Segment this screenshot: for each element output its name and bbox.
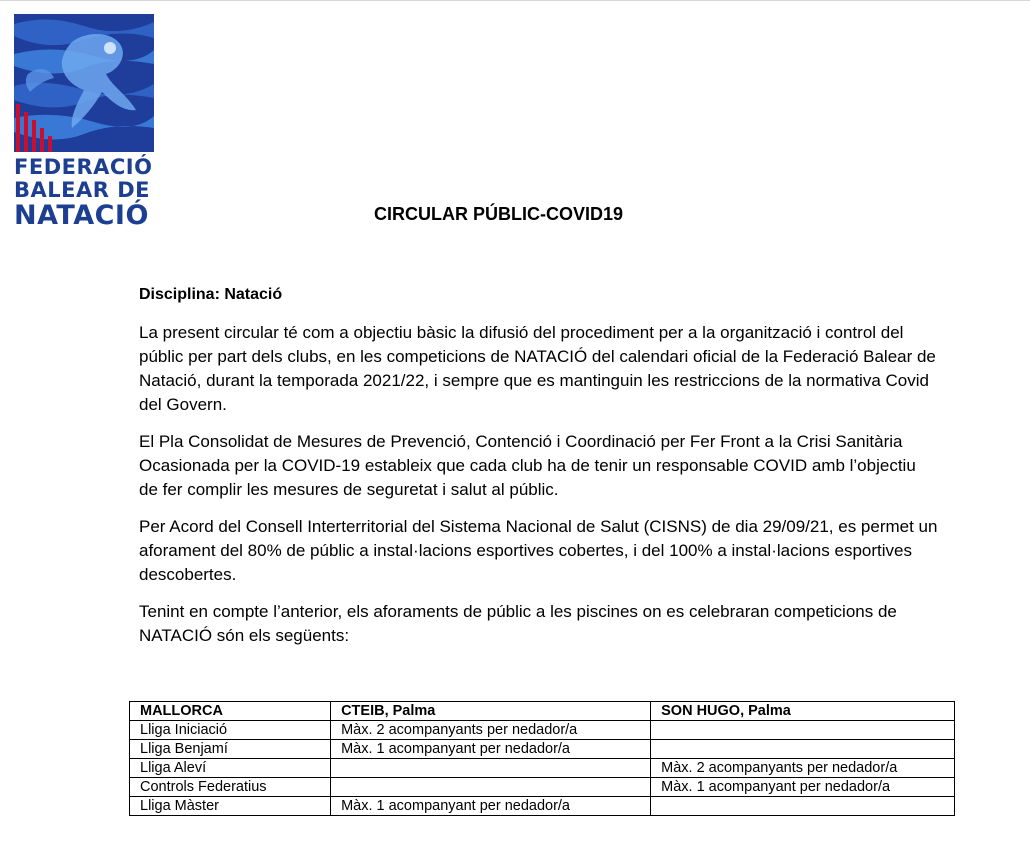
document-title: CIRCULAR PÚBLIC-COVID19 — [374, 204, 624, 224]
competition-cell: Lliga Benjamí — [130, 740, 331, 759]
table-row — [130, 721, 955, 740]
paragraph-capacity-intro: Tenint en compte l’anterior, els aforaments de públic a les piscines on es celebraran competicions de NATACIÓ són els següents: — [139, 602, 897, 645]
capacity-table — [129, 701, 955, 816]
logo-line-2: BALEAR DE — [14, 178, 150, 202]
header-venue-son-hugo: SON HUGO, Palma — [651, 702, 955, 721]
paragraph-purpose: La present circular té com a objectiu bàsic la difusió del procediment per a la organització i control del públic per part dels clubs, en les competicions de NATACIÓ del calendari oficial de la Federació Balear de Natació, durant la temporada 2021/22, i sempre que es mantinguin les restriccions de la normativa Covid del Govern. — [139, 323, 936, 414]
competition-cell: Lliga Iniciació — [130, 721, 331, 740]
table-row — [130, 759, 955, 778]
logo-line-1: FEDERACIÓ — [14, 155, 153, 179]
table-header-row — [130, 702, 955, 721]
federation-logo — [14, 14, 156, 229]
logo-wordmark — [14, 156, 156, 229]
page-top-border — [0, 0, 1030, 1]
paragraph-covid-plan: El Pla Consolidat de Mesures de Prevenció, Contenció i Coordinació per Fer Front a la Crisi Sanitària Ocasionada per la COVID-19 estableix que cada club ha de tenir un responsable COVID amb l’objectiu de fer complir les mesures de seguretat i salut al públic. — [139, 432, 916, 499]
document-body — [139, 286, 939, 661]
capacity-cell — [651, 740, 955, 759]
capacity-cell: Màx. 2 acompanyants per nedador/a — [651, 759, 955, 778]
paragraph-cisns-agreement: Per Acord del Consell Interterritorial del Sistema Nacional de Salut (CISNS) de dia 29/09/21, es permet un aforament del 80% de públic a instal·lacions esportives cobertes, i del 100% a instal·lacions esportives descobertes. — [139, 517, 938, 584]
capacity-cell: Màx. 1 acompanyant per nedador/a — [331, 740, 651, 759]
capacity-cell: Màx. 1 acompanyant per nedador/a — [331, 797, 651, 816]
header-venue-cteib: CTEIB, Palma — [331, 702, 651, 721]
capacity-cell — [651, 721, 955, 740]
capacity-cell — [651, 797, 955, 816]
table-row — [130, 778, 955, 797]
competition-cell: Controls Federatius — [130, 778, 331, 797]
capacity-cell — [331, 778, 651, 797]
table-row — [130, 740, 955, 759]
table-row — [130, 797, 955, 816]
capacity-cell — [331, 759, 651, 778]
header-region: MALLORCA — [130, 702, 331, 721]
discipline-heading: Disciplina: Natació — [139, 286, 283, 303]
swimmer-logo-icon — [14, 14, 154, 152]
competition-cell: Lliga Màster — [130, 797, 331, 816]
capacity-cell: Màx. 2 acompanyants per nedador/a — [331, 721, 651, 740]
competition-cell: Lliga Aleví — [130, 759, 331, 778]
logo-line-3: NATACIÓ — [14, 200, 149, 231]
capacity-cell: Màx. 1 acompanyant per nedador/a — [651, 778, 955, 797]
